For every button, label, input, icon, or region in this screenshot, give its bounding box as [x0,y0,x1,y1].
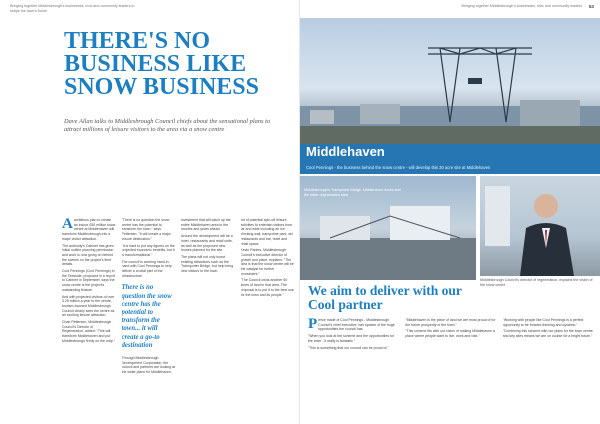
paragraph: "When you look at the scheme and the opportunities for the town - it really is fantastic." [308,334,395,343]
paragraph: And with projected visitors of over 3.25 million a year to the centre, tourism-focused Middlesbrough Council clearly sees the centre as an exciting leisure attraction. [62,294,115,318]
drop-cap: A [62,218,73,232]
paragraph: Kevin Parkes, Middlesbrough Council's executive director of growth and place, explains: "The idea is that the snow centre will be the catalyst for further investment." [240,248,294,276]
paragraph: Cool Pennings (Cool Pennings) in the Teesside, proposed in a report to Cabinet in September, says the snow centre is the project's outstanding feature. [62,269,115,292]
portrait-image [480,176,600,276]
column-4 [241,218,295,418]
paragraph: "Combining this scheme with our plans for the town centre and key sites means we are on course for a bright future." [502,329,593,339]
running-head: Bringing together Middlesbrough's businesses, civic and community leaders to shape the town's future [10,4,135,13]
paragraph: The authority's Cabinet has given initial outline planning permission and work is now going on behind the scenes on the project's finer details. [62,243,114,267]
column-1 [308,318,399,422]
column-2 [122,218,176,418]
paragraph: "It is hard to put any figures on the projected economic benefits, but it is transformational." [121,243,175,257]
portrait-caption: Middlesbrough Council's director of regeneration, explains the vision of the snow centre [480,278,593,287]
drop-cap: P [308,318,318,332]
column-2 [405,318,496,422]
standfirst: Dave Allan talks to Middlesbrough Council chiefs about the sensational plans to attract millions of leisure visitors to the area via a snow centre [64,118,271,134]
paragraph: "This is something that our council can be proud of." [308,345,389,350]
pull-quote: There is no question the snow centre has the potential to transform the town... it will create a go-to destination [121,284,172,349]
article-columns [62,218,294,418]
headline: THERE'S NO BUSINESS LIKE SNOW BUSINESS [64,28,259,100]
column-1 [62,218,116,418]
secondary-headline: We aim to deliver with our Cool partner [308,283,462,312]
place-name: Middlehaven [306,144,385,159]
paragraph: Around the development will be a hotel, restaurants and retail units, as well as the proposed new homes planned for the site. [181,234,233,253]
paragraph: "The Council owns another 60 acres of land in that area. The proposal is to put it to the best use for the town and its people." [240,278,294,297]
paragraph: The council is working hand-in-hand with Cool Pennings to help deliver a crucial part of the infrastructure. [121,259,172,278]
paragraph: Through Middlesbrough Development Corporation, the council and partners are looking at the wider plans for Middlehaven. [121,356,175,375]
right-page [300,0,600,424]
paragraph: Aambitious plan to create an indoor £50 million snow centre at Middlehaven will transform Middlesbrough into a major visitor attraction. [62,218,116,241]
paragraph: Chair Pettersen, Middlesbrough Council's Director of Regeneration, added: "This will transform Middlehaven and put Middlesbrough firmly on the map." [62,320,115,343]
column-3 [503,318,594,422]
paragraph: The plans will not only boost existing attractions such as the Transporter Bridge, but help bring new visitors to the town. [181,254,234,274]
gondola [468,78,482,84]
middlehaven-photo [300,18,600,174]
photo-caption: Cool Pennings - the business behind the snow centre - will develop this 30 acre site at Middlehaven [306,165,491,171]
paragraph: "Middlehaven is the piece of land we are most proud of for the future prosperity of the town." [405,318,496,327]
column-3 [181,218,235,418]
running-head: Bringing together Middlesbrough's businesses, civic and community leaders [461,4,582,8]
inset-caption: Middlesbrough's Transporter Bridge, Middlehaven docks and the wider regeneration area [304,188,401,197]
page-number: 53 [588,4,594,9]
council-chief-photo [480,176,600,276]
paragraph: list of potential spin-off leisure activities to entertain visitors from far and wide including an ice climbing wall, trampoline park, ski restaurants and bar, hotel and retail space. [240,218,293,246]
paragraph: "Working with people like Cool Pennings is a perfect opportunity to be forward-thinking and dynamic." [502,318,584,327]
paragraph: investment that will catch up the entire Middlehaven area in the months and years ahead. [181,218,231,232]
paragraph: "This scheme fits with our vision of making Middlehaven a place where people want to live, work and visit." [405,329,495,339]
paragraph: "There is no question the snow centre has the potential to transform the town," says Pettersen. "It will create a major leisure destination." [121,218,171,241]
secondary-article-columns [308,318,594,422]
paragraph: Pierce made of Cool Pennings - Middlesbrough Council's chief executive, has spoken of the huge opportunities the council has. [308,318,395,332]
